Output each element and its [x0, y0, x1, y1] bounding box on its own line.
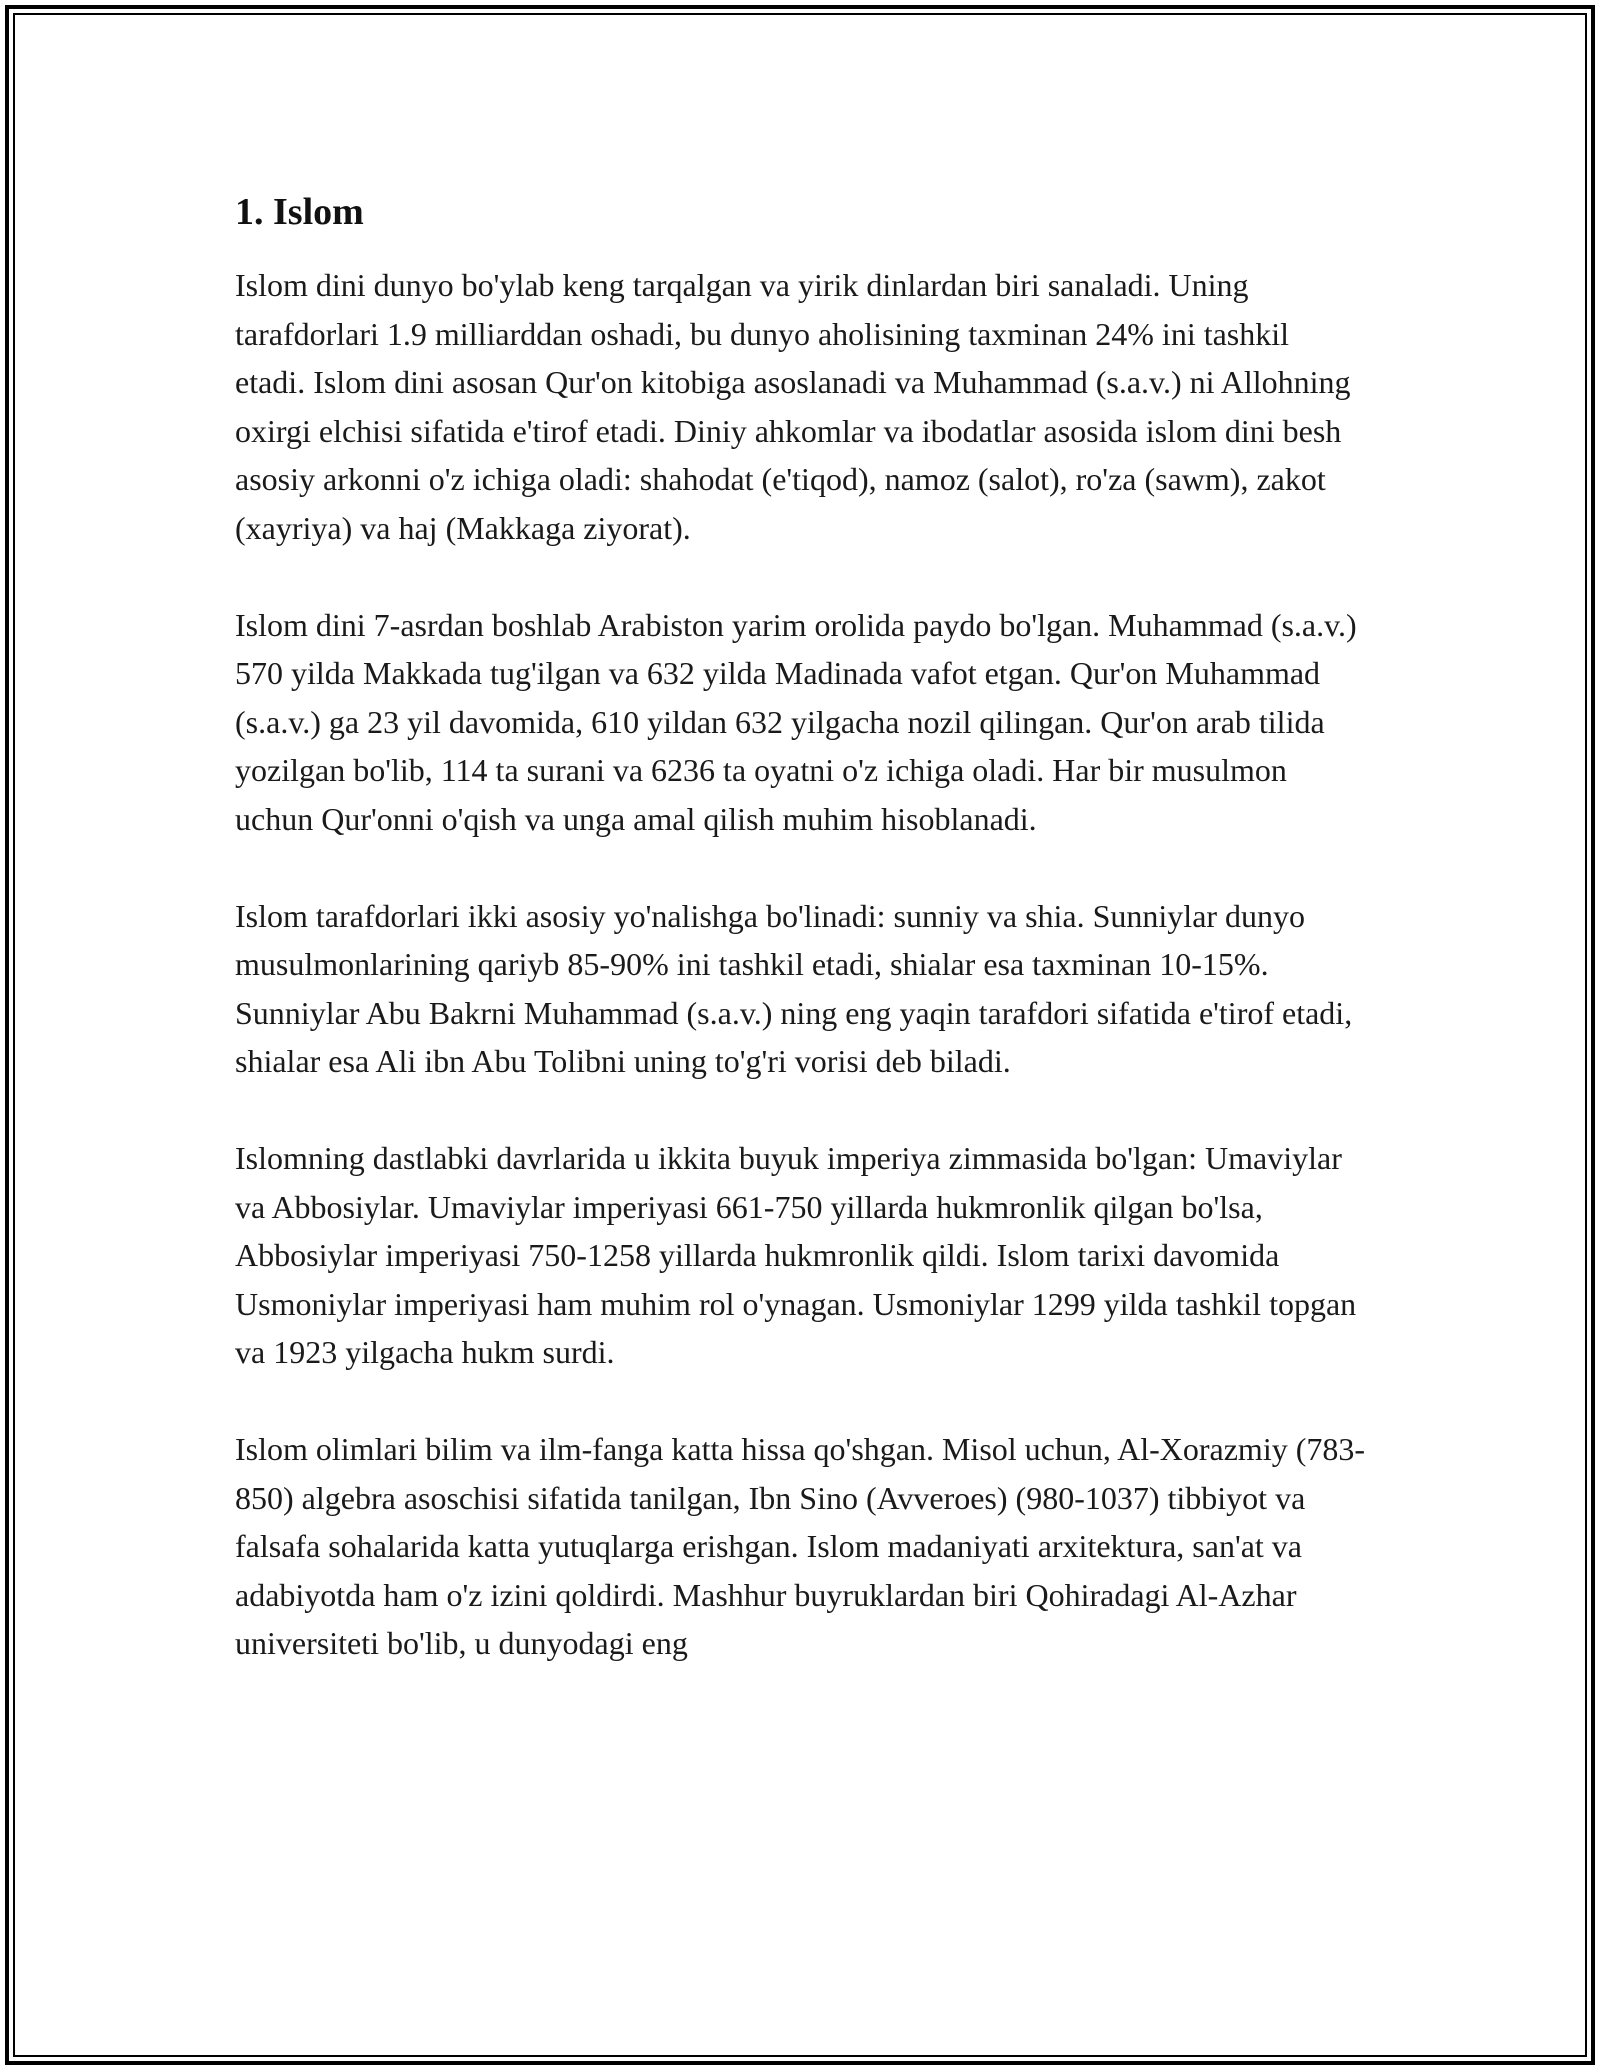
section-heading: 1. Islom — [235, 191, 364, 233]
paragraph-scholars: Islom olimlari bilim va ilm-fanga katta hissa qo'shgan. Misol uchun, Al-Xorazmiy (783-850) algebra asoschisi sifatida tanilgan, Ibn Sino (Avveroes) (980-1037) tibbiyot va falsafa sohalarida katta yutuqlarga erishgan. Islom madaniyati arxitektura, san'at va adabiyotda ham o'z izini qoldirdi. Mashhur buyruklardan biri Qohiradagi Al-Azhar universiteti bo'lib, u dunyodagi eng — [235, 1431, 1366, 1661]
paragraph-empires: Islomning dastlabki davrlarida u ikkita buyuk imperiya zimmasida bo'lgan: Umaviylar va Abbosiylar. Umaviylar imperiyasi 661-750 yillarda hukmronlik qilgan bo'lsa, Abbosiylar imperiyasi 750-1258 yillarda hukmronlik qildi. Islom tarixi davomida Usmoniylar imperiyasi ham muhim rol o'ynagan. Usmoniylar 1299 yilda tashkil topgan va 1923 yilgacha hukm surdi. — [235, 1140, 1357, 1370]
document-body — [235, 188, 1365, 1716]
paragraph-branches: Islom tarafdorlari ikki asosiy yo'nalishga bo'linadi: sunniy va shia. Sunniylar dunyo musulmonlarining qariyb 85-90% ini tashkil etadi, shialar esa taxminan 10-15%. Sunniylar Abu Bakrni Muhammad (s.a.v.) ning eng yaqin tarafdori sifatida e'tirof etadi, shialar esa Ali ibn Abu Tolibni uning to'g'ri vorisi deb biladi. — [235, 897, 1353, 1079]
paragraph-origins: Islom dini 7-asrdan boshlab Arabiston yarim orolida paydo bo'lgan. Muhammad (s.a.v.) 570 yilda Makkada tug'ilgan va 632 yilda Madinada vafot etgan. Qur'on Muhammad (s.a.v.) ga 23 yil davomida, 610 yildan 632 yilgacha nozil qilingan. Qur'on arab tilida yozilgan bo'lib, 114 ta surani va 6236 ta oyatni o'z ichiga oladi. Har bir musulmon uchun Qur'onni o'qish va unga amal qilish muhim hisoblanadi. — [235, 606, 1357, 837]
paragraph-overview: Islom dini dunyo bo'ylab keng tarqalgan va yirik dinlardan biri sanaladi. Uning tarafdorlari 1.9 milliarddan oshadi, bu dunyo aholisining taxminan 24% ini tashkil etadi. Islom dini asosan Qur'on kitobiga asoslanadi va Muhammad (s.a.v.) ni Allohning oxirgi elchisi sifatida e'tirof etadi. Diniy ahkomlar va ibodatlar asosida islom dini besh asosiy arkonni o'z ichiga oladi: shahodat (e'tiqod), namoz (salot), ro'za (sawm), zakot (xayriya) va haj (Makkaga ziyorat). — [235, 267, 1351, 546]
